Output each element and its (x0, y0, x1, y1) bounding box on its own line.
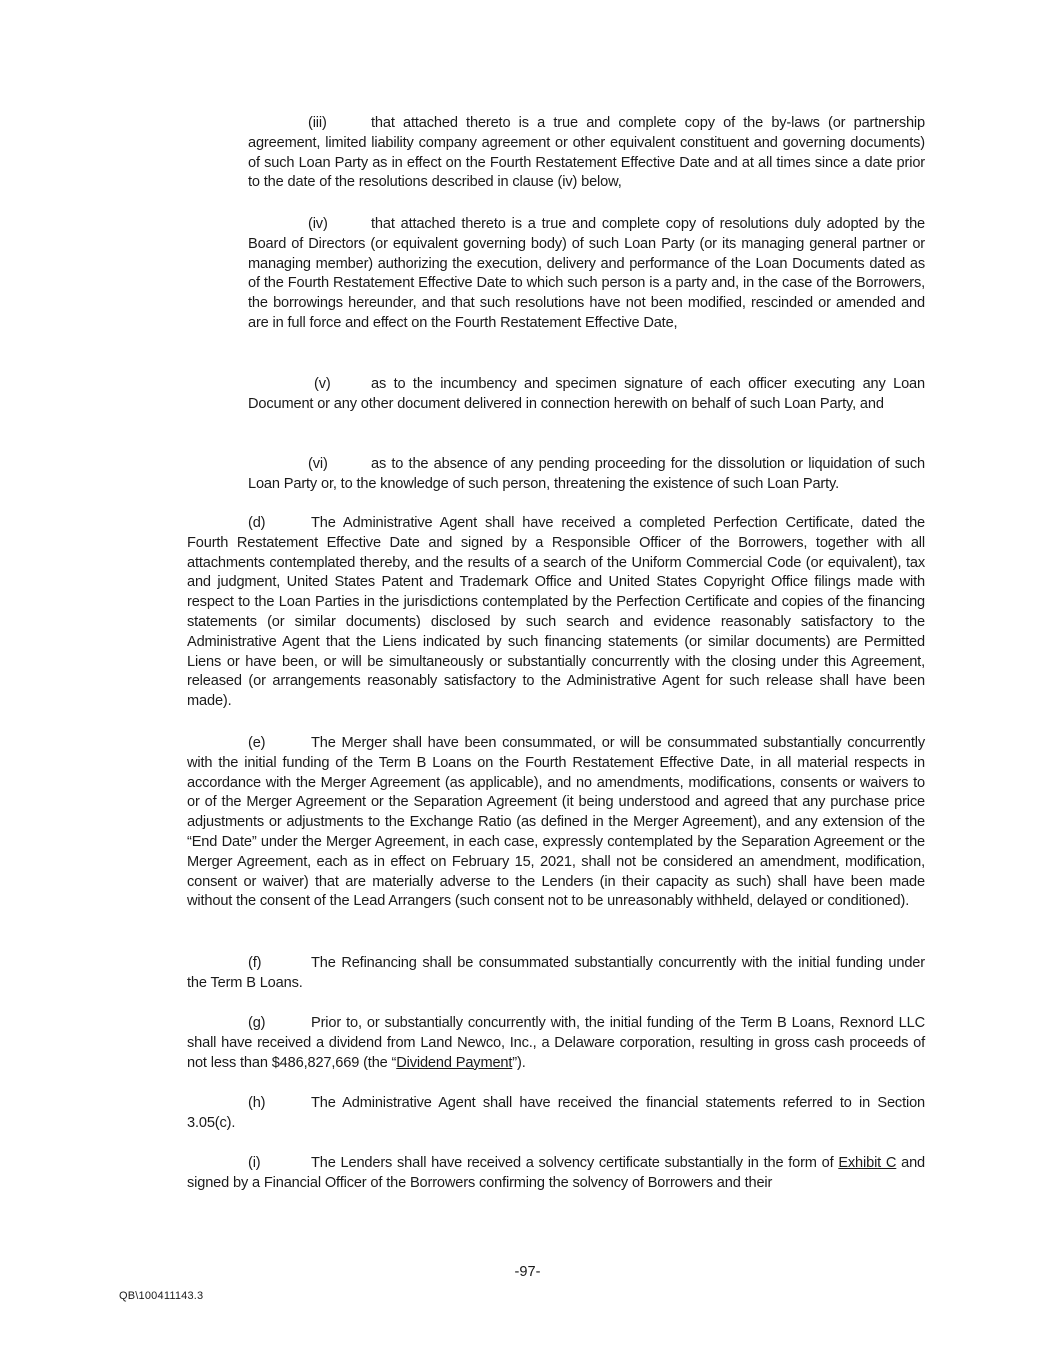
paragraph-text: ”). (512, 1054, 526, 1071)
paragraph-text: Prior to, or substantially concurrently with, the initial funding of the Term B Loans, Rexnord LLC shall have received a dividend from Land Newco, Inc., a Delaware corporation, resulting in gross cash proceeds of not less than $486,827,669 (the “ (187, 1015, 925, 1071)
paragraph-text: The Refinancing shall be consummated substantially concurrently with the initial funding under the Term B Loans. (187, 955, 925, 991)
paragraph-text: that attached thereto is a true and complete copy of resolutions duly adopted by the Board of Directors (or equivalent governing body) of such Loan Party (or its managing general partner or managing member) authorizing the execution, delivery and performance of the Loan Documents dated as of the Fourth Restatement Effective Date to which such person is a party and, in the case of the Borrowers, the borrowings hereunder, and that such resolutions have not been modified, rescinded or amended and are in full force and effect on the Fourth Restatement Effective Date, (248, 216, 925, 331)
paragraph-text: as to the absence of any pending proceeding for the dissolution or liquidation of such Loan Party or, to the knowledge of such person, threatening the existence of such Loan Party. (248, 456, 925, 492)
paragraph-label: (g) (248, 1015, 266, 1031)
paragraph-label: (i) (248, 1155, 261, 1171)
paragraph-f (187, 954, 925, 994)
paragraph-label: (e) (248, 735, 266, 751)
paragraph-h (187, 1094, 925, 1134)
paragraph-text: and signed by a Financial Officer of the Borrowers confirming the solvency of Borrowers and their (187, 1155, 925, 1191)
paragraph-vi (248, 455, 925, 495)
paragraph-iv (248, 215, 925, 334)
paragraph-text: that attached thereto is a true and complete copy of the by-laws (or partnership agreement, limited liability company agreement or other equivalent constituent and governing documents) of such Loan Party as in effect on the Fourth Restatement Effective Date and at all times since a date prior to the date of the resolutions described in clause (iv) below, (248, 115, 925, 191)
page-number: -97- (514, 1264, 541, 1280)
paragraph-text: The Administrative Agent shall have received the financial statements referred to in Section 3.05(c). (187, 1095, 925, 1131)
paragraph-text: as to the incumbency and specimen signature of each officer executing any Loan Document or any other document delivered in connection herewith on behalf of such Loan Party, and (248, 376, 925, 412)
paragraph-label: (d) (248, 515, 266, 531)
paragraph-text: The Administrative Agent shall have received a completed Perfection Certificate, dated the Fourth Restatement Effective Date and signed by a Responsible Officer of the Borrowers, together with all attachments contemplated thereby, and the results of a search of the Uniform Commercial Code (or equivalent), tax and judgment, United States Patent and Trademark Office and United States Copyright Office filings made with respect to the Loan Parties in the jurisdictions contemplated by the Perfection Certificate and copies of the financing statements (or similar documents) disclosed by such search and evidence reasonably satisfactory to the Administrative Agent that the Liens indicated by such financing statements (or similar documents) are Permitted Liens or have been, or will be simultaneously or substantially concurrently with the closing under this Agreement, released (or arrangements reasonably satisfactory to the Administrative Agent for such release shall have been made). (187, 515, 925, 710)
paragraph-d (187, 514, 925, 712)
paragraph-g (187, 1014, 925, 1073)
exhibit-reference: Exhibit C (838, 1155, 897, 1171)
paragraph-label: (vi) (308, 456, 328, 472)
paragraph-label: (h) (248, 1095, 266, 1111)
document-id: QB\100411143.3 (119, 1290, 204, 1302)
paragraph-label: (f) (248, 955, 262, 971)
paragraph-i (187, 1154, 925, 1194)
defined-term-dividend-payment: Dividend Payment (396, 1054, 513, 1071)
paragraph-label: (iii) (308, 115, 327, 131)
paragraph-e (187, 734, 925, 912)
paragraph-iii (248, 114, 925, 193)
paragraph-label: (v) (314, 376, 331, 392)
paragraph-text: The Lenders shall have received a solvency certificate substantially in the form of (311, 1155, 839, 1171)
paragraph-v (248, 375, 925, 415)
paragraph-text: The Merger shall have been consummated, or will be consummated substantially concurrently with the initial funding of the Term B Loans on the Fourth Restatement Effective Date, in all material respects in accordance with the Merger Agreement (as applicable), and no amendments, modifications, consents or waivers to or of the Merger Agreement or the Separation Agreement (it being understood and agreed that any purchase price adjustments or adjustments to the Exchange Ratio (as defined in the Merger Agreement), and any extension of the “End Date” under the Merger Agreement, in each case, expressly contemplated by the Separation Agreement or the Merger Agreement, each as in effect on February 15, 2021, shall not be considered an amendment, modification, consent or waiver) that are materially adverse to the Lenders (in their capacity as such) shall have been made without the consent of the Lead Arrangers (such consent not to be unreasonably withheld, delayed or conditioned). (187, 735, 925, 910)
paragraph-label: (iv) (308, 216, 328, 232)
